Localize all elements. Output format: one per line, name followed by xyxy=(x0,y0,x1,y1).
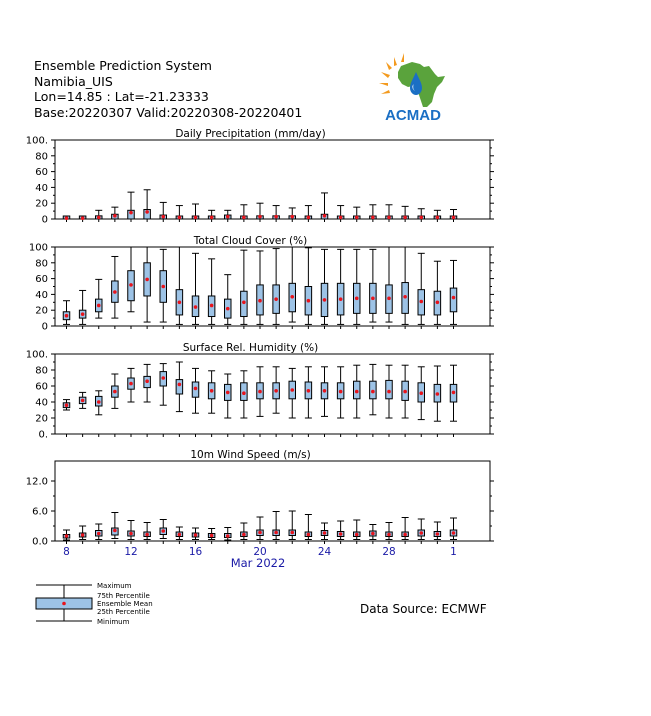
y-tick-label: 20 xyxy=(35,413,48,425)
y-tick-label: 0. xyxy=(38,429,48,441)
header-title: Ensemble Prediction System xyxy=(34,58,212,73)
y-tick-label: 40 xyxy=(35,182,48,194)
y-tick-label: 80 xyxy=(35,365,48,377)
y-tick-label: 12.0 xyxy=(25,476,48,488)
data-source: Data Source: ECMWF xyxy=(360,602,487,616)
header-station: Namibia_UIS xyxy=(34,73,113,89)
panel-title: Surface Rel. Humidity (%) xyxy=(182,342,319,354)
y-tick-label: 60 xyxy=(35,167,48,179)
y-tick-label: 80 xyxy=(35,151,48,163)
legend-75th: 75th Percentile xyxy=(97,592,150,600)
legend-maximum: Maximum xyxy=(97,582,132,590)
y-tick-label: 40 xyxy=(35,397,48,409)
y-tick-label: 100. xyxy=(25,135,48,147)
header-coordinates: Lon=14.85 : Lat=-21.23333 xyxy=(34,89,209,104)
header-dates: Base:20220307 Valid:20220308-20220401 xyxy=(34,104,303,120)
x-tick-label: 8 xyxy=(63,546,70,558)
legend-mean-marker xyxy=(62,602,66,606)
y-tick-label: 80 xyxy=(35,258,48,270)
x-tick-label: 1 xyxy=(450,546,457,558)
panel-title: Daily Precipitation (mm/day) xyxy=(175,128,326,140)
x-tick-label: 28 xyxy=(382,546,396,558)
y-tick-label: 0.0 xyxy=(32,536,48,548)
y-tick-label: 100 xyxy=(28,242,48,254)
legend-minimum: Minimum xyxy=(97,618,130,626)
logo-text: ACMAD xyxy=(385,107,441,124)
x-tick-label: 12 xyxy=(124,546,138,558)
legend-25th: 25th Percentile xyxy=(97,608,150,616)
panel-title: 10m Wind Speed (m/s) xyxy=(190,449,311,461)
y-tick-label: 60 xyxy=(35,381,48,393)
y-tick-label: 0 xyxy=(41,214,48,226)
x-tick-label: 24 xyxy=(317,546,332,558)
x-tick-label: 20 xyxy=(253,546,267,558)
y-tick-label: 100. xyxy=(25,349,48,361)
y-tick-label: 20 xyxy=(35,305,48,317)
y-tick-label: 40 xyxy=(35,289,48,301)
legend-mean: Ensemble Mean xyxy=(97,600,153,608)
x-axis-month-label: Mar 2022 xyxy=(230,556,286,570)
y-tick-label: 60 xyxy=(35,274,48,286)
y-tick-label: 6.0 xyxy=(32,506,48,518)
panel-title: Total Cloud Cover (%) xyxy=(193,235,308,247)
y-tick-label: 0 xyxy=(41,321,48,333)
x-tick-label: 16 xyxy=(188,546,203,558)
y-tick-label: 20 xyxy=(35,198,48,210)
